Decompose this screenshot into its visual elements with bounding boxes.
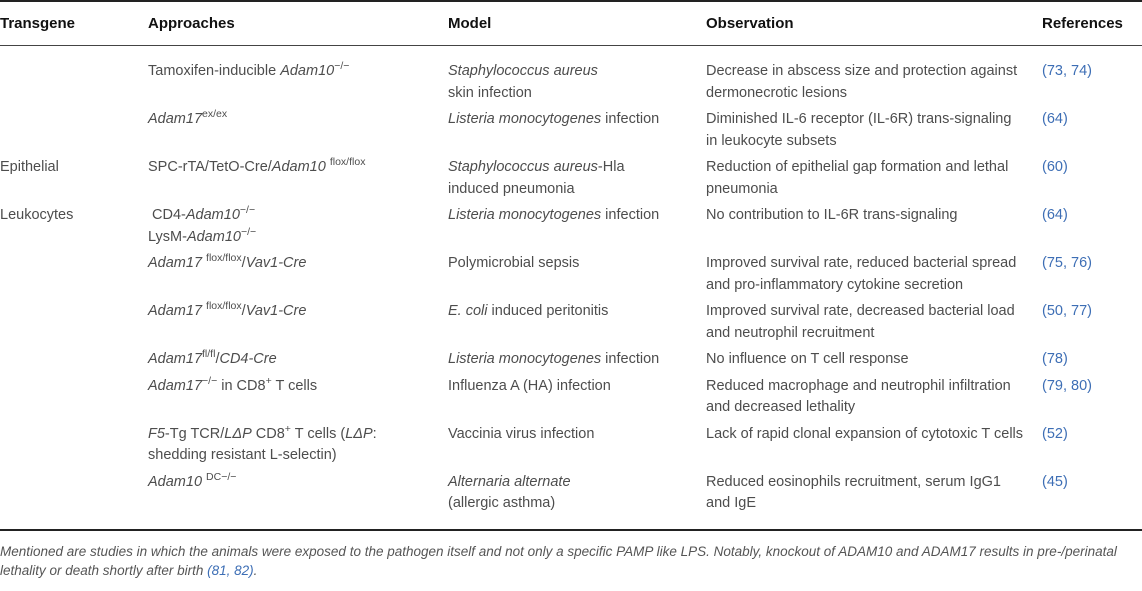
cell-model: Influenza A (HA) infection [448, 377, 611, 394]
cell-approaches: CD4-Adam10−/− LysM-Adam10−/− [148, 204, 257, 245]
cell-model: E. coli induced peritonitis [448, 303, 609, 319]
cell-model: Staphylococcus aureus-Hla induced pneumonia [448, 159, 625, 197]
cell-observation: No influence on T cell response [706, 351, 909, 367]
cell-references[interactable]: (50, 77) [1042, 303, 1092, 319]
cell-references[interactable]: (75, 76) [1042, 255, 1092, 271]
cell-transgene [0, 470, 148, 530]
cell-approaches: Adam17 $^{flox/flox}$/Vav1-Cre [148, 300, 307, 319]
cell-model: Listeria monocytogenes infection [448, 207, 660, 223]
cell-approaches: F5-Tg TCR/LΔP CD8+ T cells (LΔP: shedding resistant L-selectin) [148, 422, 377, 463]
cell-transgene [0, 422, 148, 470]
table-row [0, 299, 1142, 347]
cell-transgene [0, 299, 148, 347]
table-row [0, 203, 1142, 251]
table-body [0, 46, 1142, 530]
cell-model: Listeria monocytogenes infection [448, 111, 660, 127]
cell-approaches: Adam17 $^{flox/flox}$/Vav1-Cre [148, 252, 307, 271]
cell-references[interactable]: (60) [1042, 159, 1068, 175]
cell-transgene [0, 107, 148, 155]
table-row [0, 347, 1142, 374]
cell-observation: Reduced macrophage and neutrophil infiltration and decreased lethality [706, 377, 1011, 415]
cell-observation: Improved survival rate, decreased bacterial load and neutrophil recruitment [706, 303, 1015, 341]
cell-references[interactable]: (45) [1042, 473, 1068, 490]
cell-approaches: Adam17−/− in CD8+ T cells [148, 374, 318, 394]
table-row [0, 107, 1142, 155]
table-header-row [0, 1, 1142, 46]
cell-references[interactable]: (78) [1042, 351, 1068, 367]
table-footnote: Mentioned are studies in which the animals were exposed to the pathogen itself and not only a specific PAMP like LPS. Notably, knockout of ADAM10 and ADAM17 results in pre-/perinatal lethality or death shortly after birth (81, 82). [0, 543, 1117, 578]
col-header-model: Model [448, 1, 706, 46]
cell-observation: Diminished IL-6 receptor (IL-6R) trans-signaling in leukocyte subsets [706, 111, 1012, 149]
cell-observation: Improved survival rate, reduced bacterial spread and pro-inflammatory cytokine secretion [706, 255, 1017, 293]
table-row [0, 46, 1142, 108]
col-header-approaches: Approaches [148, 1, 448, 46]
cell-transgene [0, 251, 148, 299]
cell-transgene [0, 374, 148, 422]
cell-transgene: Leukocytes [0, 207, 74, 223]
col-header-observation: Observation [706, 1, 1042, 46]
col-header-references: References [1042, 1, 1142, 46]
cell-transgene [0, 46, 148, 108]
cell-model: Alternaria alternate (allergic asthma) [448, 473, 571, 511]
cell-transgene: Epithelial [0, 159, 59, 175]
cell-approaches: Tamoxifen-inducible Adam10−/− [148, 60, 350, 79]
table-row [0, 470, 1142, 530]
cell-approaches: SPC-rTA/TetO-Cre/Adam10 $^{flox/flox}$ [148, 156, 366, 175]
table-row [0, 155, 1142, 203]
cell-transgene [0, 347, 148, 374]
cell-references[interactable]: (79, 80) [1042, 377, 1092, 394]
col-header-transgene: Transgene [0, 1, 148, 46]
table-row [0, 374, 1142, 422]
cell-approaches: Adam10 $^{DC-/-}$ [148, 470, 237, 490]
cell-approaches: $Adam17^{fl/fl}/CD4$-Cre [148, 348, 277, 367]
cell-references[interactable]: (64) [1042, 207, 1068, 223]
cell-model: Polymicrobial sepsis [448, 255, 580, 271]
cell-model: Listeria monocytogenes infection [448, 351, 660, 367]
cell-model: Vaccinia virus infection [448, 425, 595, 442]
cell-observation: Decrease in abscess size and protection against dermonecrotic lesions [706, 63, 1018, 101]
cell-observation: Reduced eosinophils recruitment, serum IgG1 and IgE [706, 473, 1001, 511]
cell-model: Staphylococcus aureus skin infection [448, 63, 598, 101]
cell-observation: Lack of rapid clonal expansion of cytotoxic T cells [706, 425, 1024, 442]
cell-approaches: $Adam17^{ex/ex}$ [148, 108, 228, 127]
cell-references[interactable]: (73, 74) [1042, 63, 1092, 79]
cell-references[interactable]: (52) [1042, 425, 1068, 442]
cell-observation: No contribution to IL-6R trans-signaling [706, 207, 958, 223]
table-row [0, 251, 1142, 299]
table-row [0, 422, 1142, 470]
footnote-citation-link[interactable]: (81, 82) [207, 563, 254, 578]
cell-references[interactable]: (64) [1042, 111, 1068, 127]
cell-observation: Reduction of epithelial gap formation and lethal pneumonia [706, 159, 1009, 197]
